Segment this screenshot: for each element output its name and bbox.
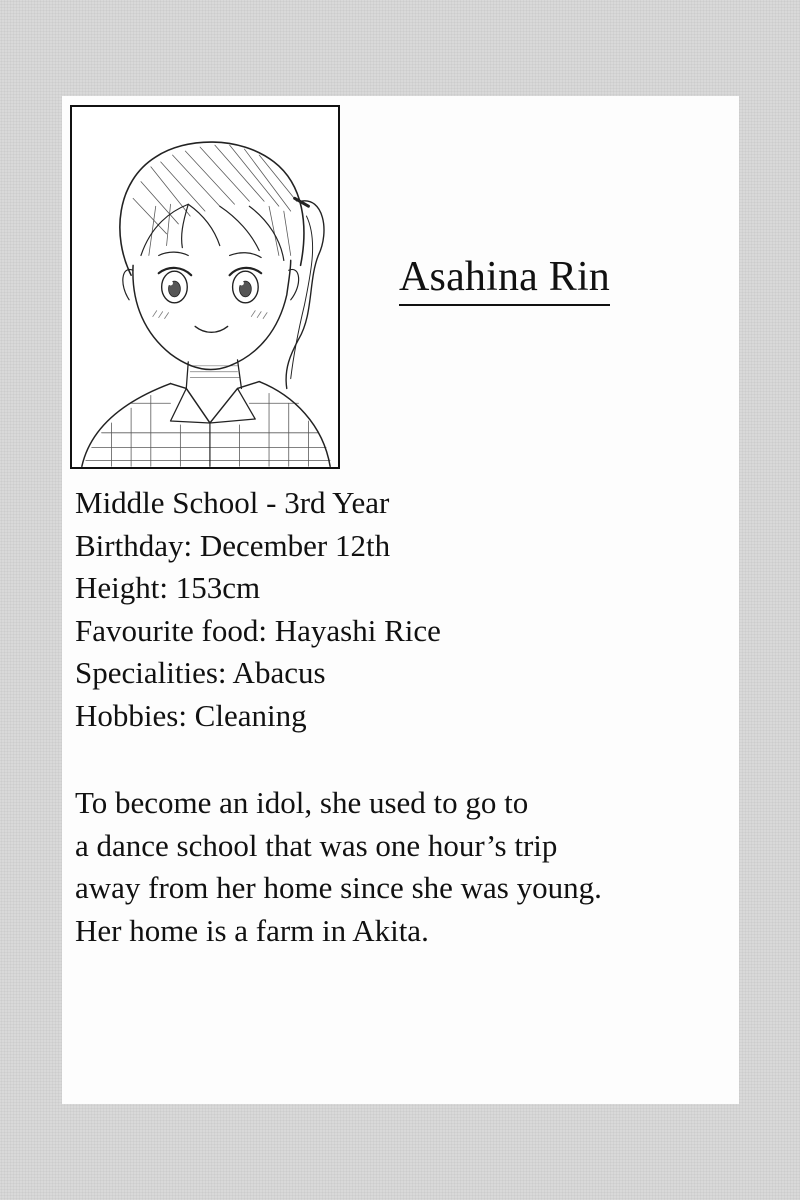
- fact-hobbies: Hobbies: Cleaning: [75, 697, 307, 733]
- character-bio: [75, 782, 602, 952]
- bio-line: Her home is a farm in Akita.: [75, 912, 429, 948]
- bio-line: away from her home since she was young.: [75, 870, 602, 905]
- fact-birthday: Birthday: December 12th: [75, 527, 391, 563]
- fact-favourite-food: Favourite food: Hayashi Rice: [75, 612, 441, 648]
- bio-line: To become an idol, she used to go to: [75, 785, 529, 820]
- fact-height: Height: 153cm: [75, 570, 261, 605]
- fact-school-year: Middle School - 3rd Year: [75, 485, 390, 520]
- character-portrait: [70, 105, 340, 469]
- character-name: Asahina Rin: [399, 256, 610, 306]
- fact-specialities: Specialities: Abacus: [75, 655, 326, 690]
- profile-card: [62, 96, 739, 1104]
- character-facts: [75, 482, 441, 737]
- character-sketch-illustration: [72, 107, 338, 467]
- bio-line: a dance school that was one hour’s trip: [75, 827, 558, 863]
